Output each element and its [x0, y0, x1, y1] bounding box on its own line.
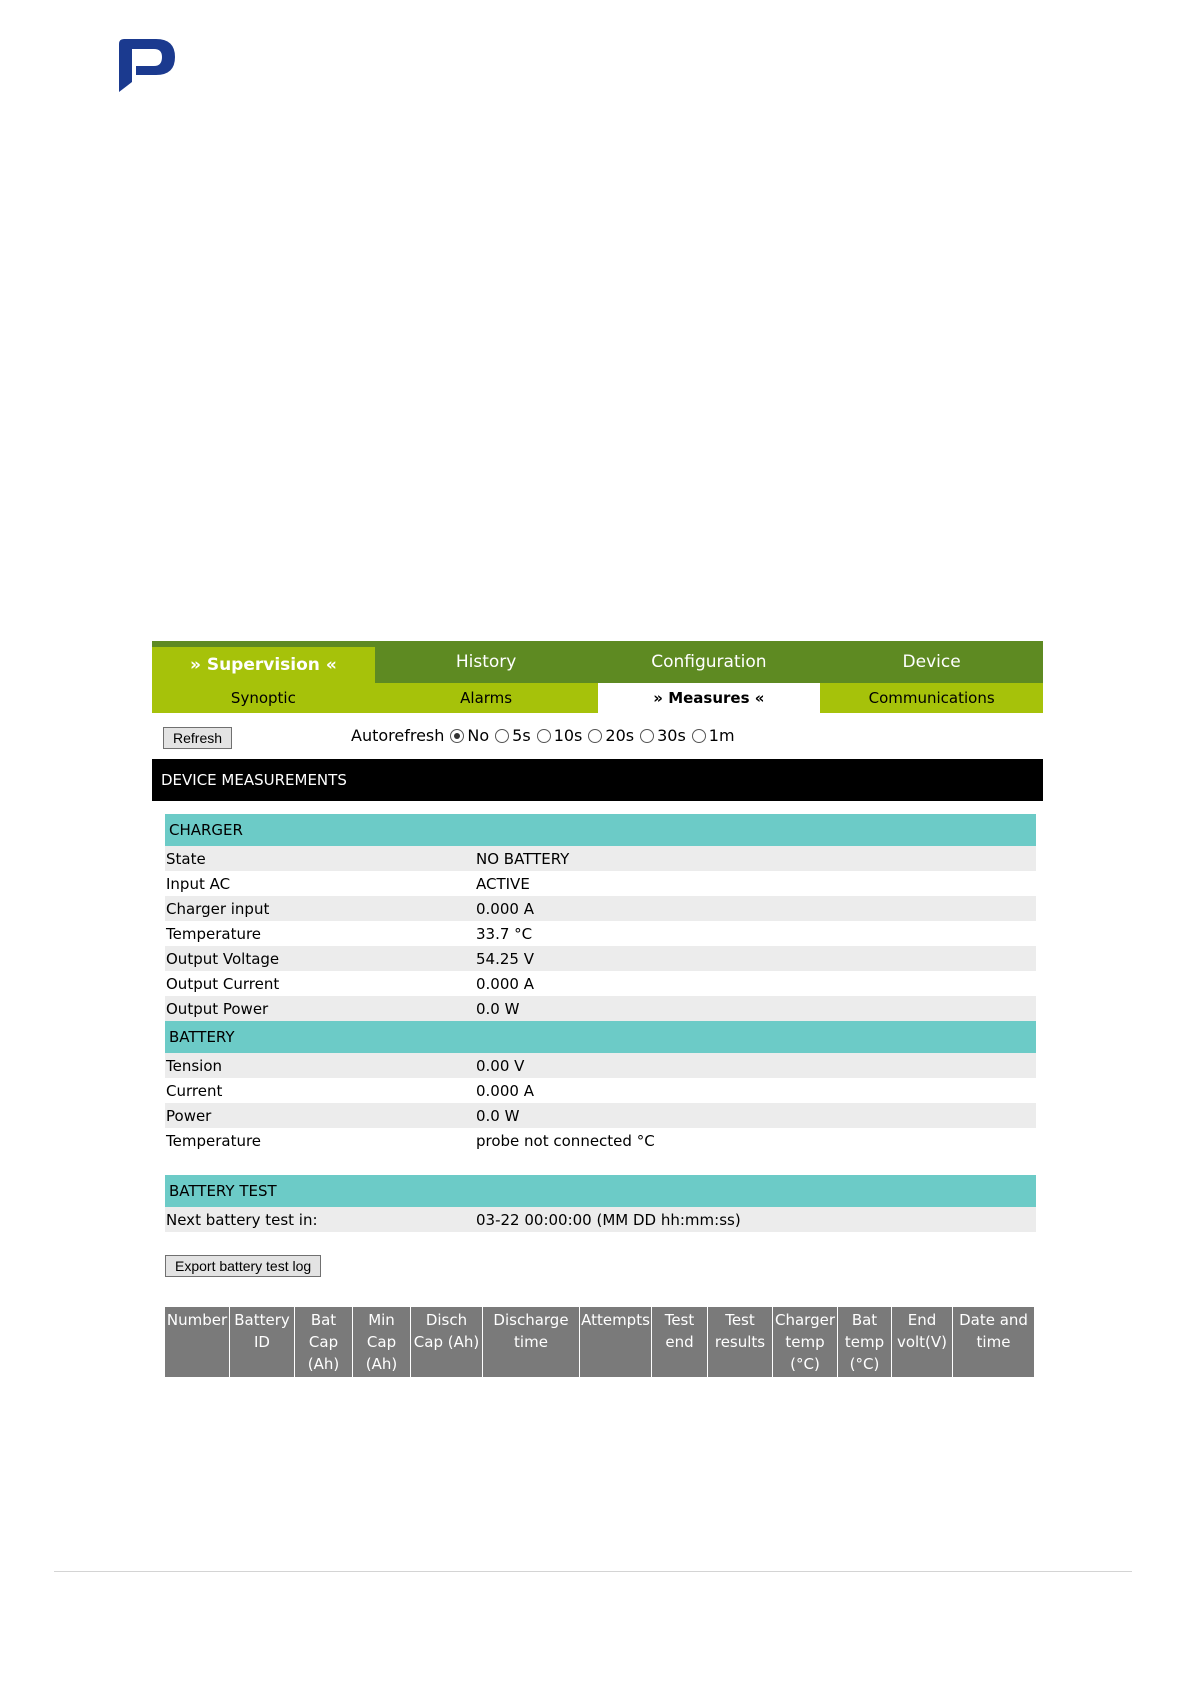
spacer — [165, 1153, 1036, 1175]
autorefresh-label: Autorefresh — [351, 726, 445, 745]
row-value: probe not connected °C — [476, 1131, 655, 1150]
subtab-alarms[interactable]: Alarms — [460, 689, 513, 707]
tab-supervision[interactable]: » Supervision « — [152, 647, 375, 683]
radio-icon[interactable] — [640, 729, 654, 743]
footer-divider — [54, 1571, 1132, 1572]
column-header: Battery ID — [230, 1307, 295, 1377]
table-row — [165, 996, 1036, 1021]
row-label: Output Voltage — [166, 949, 280, 968]
column-header: End volt(V) — [892, 1307, 953, 1377]
radio-label: 1m — [708, 726, 735, 745]
table-row — [165, 1078, 1036, 1103]
autorefresh-option-10s[interactable] — [537, 726, 583, 745]
measurements-table — [165, 814, 1036, 1232]
table-row — [165, 946, 1036, 971]
subtab-communications[interactable]: Communications — [868, 689, 995, 707]
radio-icon[interactable] — [495, 729, 509, 743]
column-header: Bat temp (°C) — [838, 1307, 892, 1377]
column-header: Disch Cap (Ah) — [411, 1307, 483, 1377]
table-row — [165, 896, 1036, 921]
table-row — [165, 921, 1036, 946]
row-value: 0.000 A — [476, 899, 534, 918]
tab-history[interactable]: History — [455, 652, 517, 672]
charger-header: CHARGER — [165, 814, 1036, 846]
battery-test-header: BATTERY TEST — [165, 1175, 1036, 1207]
main-nav — [152, 641, 1043, 683]
subtab-measures[interactable]: » Measures « — [598, 683, 821, 713]
row-value: 0.000 A — [476, 1081, 534, 1100]
autorefresh-option-1m[interactable] — [692, 726, 735, 745]
column-header: Bat Cap (Ah) — [295, 1307, 353, 1377]
tab-device[interactable]: Device — [902, 652, 961, 672]
column-header: Test results — [708, 1307, 773, 1377]
refresh-button[interactable]: Refresh — [163, 727, 232, 749]
company-logo — [116, 36, 178, 92]
row-value: 0.0 W — [476, 1106, 520, 1125]
autorefresh-group — [351, 726, 735, 745]
row-value: 0.00 V — [476, 1056, 525, 1075]
row-value: 0.0 W — [476, 999, 520, 1018]
sub-nav — [152, 683, 1043, 713]
table-row — [165, 871, 1036, 896]
column-header: Discharge time — [483, 1307, 580, 1377]
column-header: Attempts — [580, 1307, 652, 1377]
radio-icon[interactable] — [692, 729, 706, 743]
battery-header: BATTERY — [165, 1021, 1036, 1053]
row-label: Temperature — [166, 924, 262, 943]
row-label: Output Power — [166, 999, 269, 1018]
autorefresh-option-no[interactable] — [450, 726, 489, 745]
tab-configuration[interactable]: Configuration — [651, 652, 767, 672]
radio-label: 30s — [657, 726, 686, 745]
table-row — [165, 846, 1036, 871]
export-battery-test-log-button[interactable]: Export battery test log — [165, 1255, 321, 1277]
autorefresh-option-30s[interactable] — [640, 726, 686, 745]
column-header: Test end — [652, 1307, 708, 1377]
row-label: Charger input — [166, 899, 270, 918]
row-value: 03-22 00:00:00 (MM DD hh:mm:ss) — [476, 1210, 741, 1229]
row-label: Current — [166, 1081, 223, 1100]
row-label: Output Current — [166, 974, 280, 993]
radio-label: 10s — [553, 726, 583, 745]
radio-label: 20s — [605, 726, 635, 745]
row-label: Power — [166, 1106, 212, 1125]
radio-label: 5s — [512, 726, 531, 745]
radio-icon[interactable] — [588, 729, 602, 743]
battery-test-log-table — [165, 1307, 1034, 1377]
autorefresh-option-20s[interactable] — [588, 726, 634, 745]
subtab-synoptic[interactable]: Synoptic — [230, 689, 296, 707]
row-label: State — [166, 849, 206, 868]
radio-checked-icon[interactable] — [450, 729, 464, 743]
table-row — [165, 1053, 1036, 1078]
supervision-panel — [152, 641, 1043, 1377]
table-row — [165, 1128, 1036, 1153]
row-value: 0.000 A — [476, 974, 534, 993]
column-header: Charger temp (°C) — [773, 1307, 838, 1377]
row-value: 54.25 V — [476, 949, 534, 968]
column-header: Number — [165, 1307, 230, 1377]
row-value: 33.7 °C — [476, 924, 533, 943]
row-label: Next battery test in: — [166, 1210, 318, 1229]
row-label: Input AC — [166, 874, 231, 893]
radio-icon[interactable] — [537, 729, 551, 743]
table-row — [165, 971, 1036, 996]
row-label: Tension — [166, 1056, 223, 1075]
table-row — [165, 1207, 1036, 1232]
row-label: Temperature — [166, 1131, 262, 1150]
autorefresh-option-5s[interactable] — [495, 726, 531, 745]
row-value: ACTIVE — [476, 874, 530, 893]
device-measurements-header: DEVICE MEASUREMENTS — [152, 759, 1043, 801]
row-value: NO BATTERY — [476, 849, 570, 868]
refresh-controls — [152, 713, 1043, 759]
column-header: Min Cap (Ah) — [353, 1307, 411, 1377]
column-header: Date and time — [953, 1307, 1034, 1377]
table-row — [165, 1103, 1036, 1128]
radio-label: No — [467, 726, 490, 745]
